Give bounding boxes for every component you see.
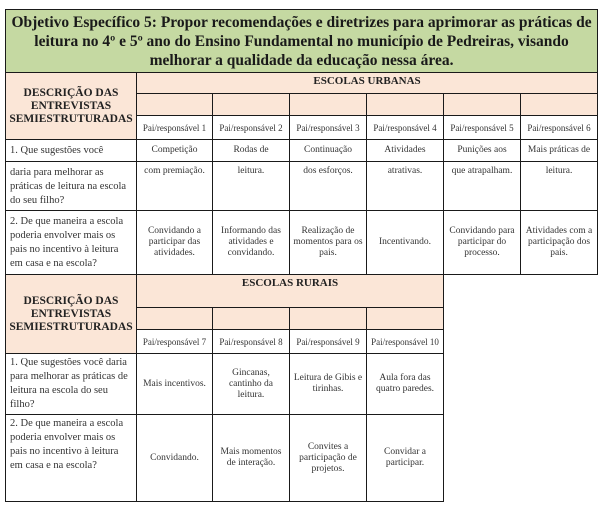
blank-cell <box>137 308 213 330</box>
question-2: 2. De que maneira a escola poderia envolver mais os pais no incentivo à leitura em casa e na escola? <box>6 211 137 275</box>
answer-cell: Aula fora das quatro paredes. <box>367 354 444 415</box>
answer-cell: Incentivando. <box>367 211 444 275</box>
blank-cell <box>290 308 367 330</box>
respondent-header: Pai/responsável 7 <box>137 330 213 354</box>
objective-table-wrapper <box>5 9 598 502</box>
empty-area <box>444 275 598 502</box>
answer-cell: Convidando para participar do processo. <box>444 211 521 275</box>
respondent-header: Pai/responsável 10 <box>367 330 444 354</box>
answer-cell: Convidando. <box>137 415 213 502</box>
respondent-header: Pai/responsável 6 <box>521 116 598 140</box>
question-1-rest: daria para melhorar as práticas de leitura na escola do seu filho? <box>6 162 137 211</box>
blank-cell <box>213 94 290 116</box>
answer-cell: Realização de momentos para os pais. <box>290 211 367 275</box>
urban-section-row <box>6 73 598 94</box>
answer-cell: que atrapalham. <box>444 162 521 211</box>
answer-cell: Atividades <box>367 140 444 162</box>
answer-cell: Atividades com a participação dos pais. <box>521 211 598 275</box>
blank-cell <box>367 94 444 116</box>
answer-cell: Informando das atividades e convidando. <box>213 211 290 275</box>
rural-section-title: ESCOLAS RURAIS <box>137 275 444 308</box>
answer-cell: Mais incentivos. <box>137 354 213 415</box>
respondent-header: Pai/responsável 9 <box>290 330 367 354</box>
table-title: Objetivo Específico 5: Propor recomendações e diretrizes para aprimorar as práticas de leitura no 4º e 5º ano do Ensino Fundamental no município de Pedreiras, visando melhorar a qualidade da educação nessa área. <box>6 10 598 73</box>
answer-cell: leitura. <box>213 162 290 211</box>
answer-cell: Mais práticas de <box>521 140 598 162</box>
respondent-header: Pai/responsável 8 <box>213 330 290 354</box>
blank-cell <box>521 94 598 116</box>
respondent-header: Pai/responsável 5 <box>444 116 521 140</box>
urban-section-title: ESCOLAS URBANAS <box>137 73 598 94</box>
blank-cell <box>137 94 213 116</box>
rural-section-row <box>6 275 598 308</box>
answer-cell: Convidar a participar. <box>367 415 444 502</box>
answer-cell: Gincanas, cantinho da leitura. <box>213 354 290 415</box>
answer-cell: Rodas de <box>213 140 290 162</box>
blank-cell <box>367 308 444 330</box>
answer-cell: Convites a participação de projetos. <box>290 415 367 502</box>
question-1-start: 1. Que sugestões você <box>6 140 137 162</box>
blank-cell <box>290 94 367 116</box>
blank-cell <box>444 94 521 116</box>
urban-q2-row <box>6 211 598 275</box>
question-2: 2. De que maneira a escola poderia envolver mais os pais no incentivo à leitura em casa e na escola? <box>6 415 137 502</box>
answer-cell: Punições aos <box>444 140 521 162</box>
question-1: 1. Que sugestões você daria para melhorar as práticas de leitura na escola do seu filho? <box>6 354 137 415</box>
urban-row-header: DESCRIÇÃO DAS ENTREVISTAS SEMIESTRUTURADAS <box>6 73 137 140</box>
respondent-header: Pai/responsável 4 <box>367 116 444 140</box>
answer-cell: Continuação <box>290 140 367 162</box>
answer-cell: dos esforços. <box>290 162 367 211</box>
answer-cell: com premiação. <box>137 162 213 211</box>
answer-cell: Competição <box>137 140 213 162</box>
title-row <box>6 10 598 73</box>
answer-cell: Convidando a participar das atividades. <box>137 211 213 275</box>
objective-table <box>5 9 598 502</box>
respondent-header: Pai/responsável 1 <box>137 116 213 140</box>
answer-cell: Mais momentos de interação. <box>213 415 290 502</box>
urban-q1-row-b <box>6 162 598 211</box>
answer-cell: atrativas. <box>367 162 444 211</box>
respondent-header: Pai/responsável 3 <box>290 116 367 140</box>
respondent-header: Pai/responsável 2 <box>213 116 290 140</box>
blank-cell <box>213 308 290 330</box>
urban-q1-row-a <box>6 140 598 162</box>
answer-cell: leitura. <box>521 162 598 211</box>
rural-row-header: DESCRIÇÃO DAS ENTREVISTAS SEMIESTRUTURADAS <box>6 275 137 354</box>
answer-cell: Leitura de Gibis e tirinhas. <box>290 354 367 415</box>
